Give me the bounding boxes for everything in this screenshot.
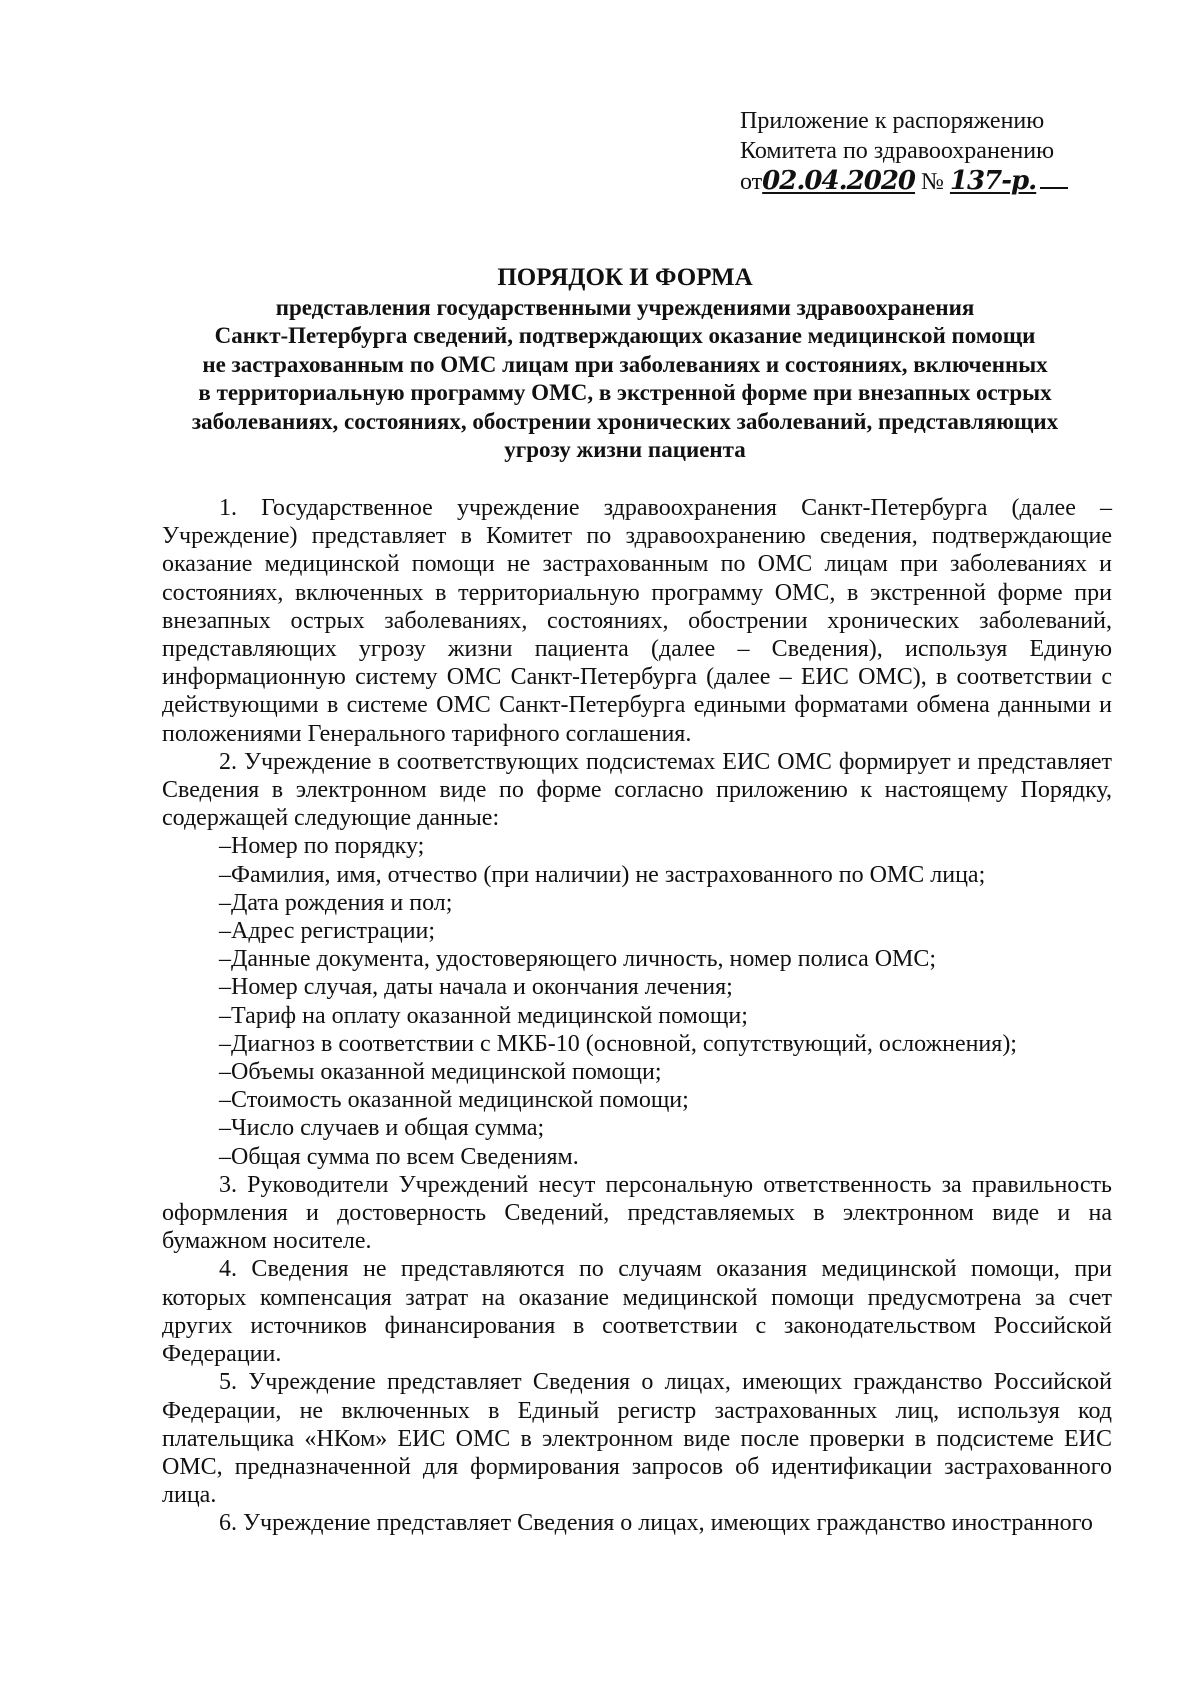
title-sub-line: угрозу жизни пациента	[504, 437, 746, 463]
number-underline	[1040, 187, 1068, 189]
list-item: –Стоимость оказанной медицинской помощи;	[219, 1087, 689, 1114]
handwritten-number: 137-р.	[949, 166, 1037, 196]
paragraph-6: 6. Учреждение представляет Сведения о лицах, имеющих гражданство иностранного	[219, 1510, 1093, 1537]
title-sub-line: представления государственными учреждениями здравоохранения	[275, 295, 975, 320]
list-item: –Фамилия, имя, отчество (при наличии) не застрахованного по ОМС лица;	[219, 861, 986, 888]
list-item: –Диагноз в соответствии с МКБ-10 (основной, сопутствующий, осложнения);	[219, 1030, 1017, 1057]
list-item: –Номер по порядку;	[219, 833, 425, 860]
appendix-line-2: Комитета по здравоохранению	[740, 138, 1055, 164]
document-title	[150, 262, 1100, 464]
list-item: –Номер случая, даты начала и окончания лечения;	[219, 974, 733, 1001]
date-prefix: от	[740, 169, 763, 195]
list-item: –Число случаев и общая сумма;	[219, 1115, 545, 1142]
list-item: –Дата рождения и пол;	[219, 889, 453, 916]
paragraph-5: 5. Учреждение представляет Сведения о лицах, имеющих гражданство Российской Федерации, не включенных в Единый регистр застрахованных лиц, используя код плательщика «НКом» ЕИС ОМС в электронном виде после проверки в подсистеме ЕИС ОМС, предназначенной для формирования запросов об идентификации застрахованного лица.	[162, 1369, 1112, 1509]
list-item: –Общая сумма по всем Сведениям.	[219, 1143, 579, 1170]
paragraph-2: 2. Учреждение в соответствующих подсистемах ЕИС ОМС формирует и представляет Сведения в электронном виде по форме согласно приложению к настоящему Порядку, содержащей следующие данные:	[162, 748, 1112, 832]
paragraph-3: 3. Руководители Учреждений несут персональную ответственность за правильность оформления и достоверность Сведений, представляемых в электронном виде и на бумажном носителе.	[162, 1171, 1112, 1255]
title-sub-line: в территориальную программу ОМС, в экстренной форме при внезапных острых	[198, 380, 1052, 406]
handwritten-date: 02.04.2020	[762, 166, 916, 196]
number-prefix: №	[921, 169, 944, 195]
appendix-line-1: Приложение к распоряжению	[740, 108, 1045, 134]
list-item: –Объемы оказанной медицинской помощи;	[219, 1059, 662, 1086]
data-fields-list	[162, 832, 1112, 1170]
appendix-date-line	[740, 166, 1150, 197]
appendix-header	[740, 106, 1150, 197]
paragraph-4: 4. Сведения не представляются по случаям оказания медицинской помощи, при которых компенсация затрат на оказание медицинской помощи предусмотрена за счет других источников финансирования в соответствии с законодательством Российской Федерации.	[162, 1256, 1112, 1368]
list-item: –Данные документа, удостоверяющего личность, номер полиса ОМС;	[219, 946, 937, 973]
title-sub-line: заболеваниях, состояниях, обострении хронических заболеваний, представляющих	[191, 408, 1059, 434]
paragraph-1: 1. Государственное учреждение здравоохранения Санкт-Петербурга (далее – Учреждение) представляет в Комитет по здравоохранению сведения, подтверждающие оказание медицинской помощи не застрахованным по ОМС лицам при заболеваниях и состояниях, включенных в территориальную программу ОМС, в экстренной форме при внезапных острых заболеваниях, состояниях, обострении хронических заболеваний, представляющих угрозу жизни пациента (далее – Сведения), используя Единую информационную систему ОМС Санкт-Петербурга (далее – ЕИС ОМС), в соответствии с действующими в системе ОМС Санкт-Петербурга едиными форматами обмена данными и положениями Генерального тарифного соглашения.	[162, 495, 1112, 747]
title-main: ПОРЯДОК И ФОРМА	[497, 264, 753, 291]
title-sub-line: Санкт-Петербурга сведений, подтверждающих оказание медицинской помощи	[214, 323, 1036, 349]
title-sub-line: не застрахованным по ОМС лицам при заболеваниях и состояниях, включенных	[202, 351, 1048, 377]
list-item: –Тариф на оплату оказанной медицинской помощи;	[219, 1002, 748, 1029]
list-item: –Адрес регистрации;	[219, 918, 436, 945]
document-body	[162, 494, 1112, 1538]
